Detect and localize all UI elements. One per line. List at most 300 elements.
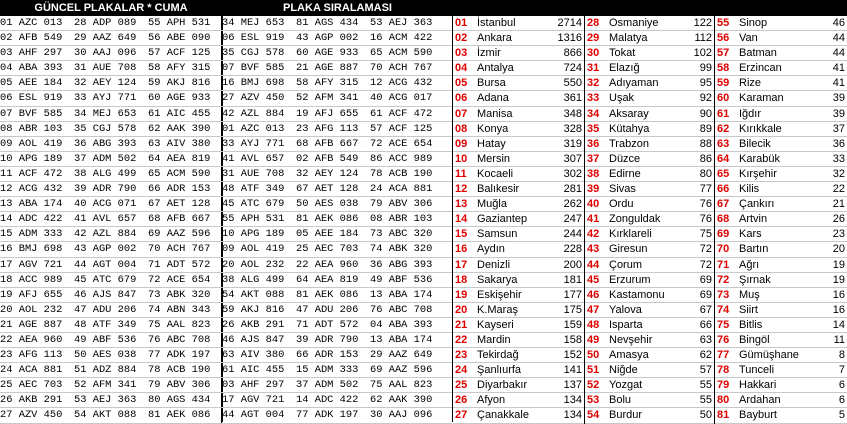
city-count: 76 <box>699 213 712 226</box>
city-name: Düzce <box>609 152 641 165</box>
city-name: Çorum <box>609 258 643 271</box>
city-count: 16 <box>832 303 845 316</box>
plate-cell: 37 ADM 502 <box>74 152 137 165</box>
plate-cell: 17 AGV 721 <box>0 258 63 271</box>
city-name: Bursa <box>477 77 506 90</box>
city-count: 7 <box>838 364 845 377</box>
city-cell <box>585 348 715 363</box>
plate-cell: 22 AEA 960 <box>0 333 63 346</box>
city-name: Bayburt <box>739 409 777 422</box>
city-row <box>453 363 847 378</box>
plate-cell: 34 MEJ 653 <box>222 17 285 29</box>
city-cell <box>585 182 715 197</box>
city-name: Şanlıurfa <box>477 364 522 377</box>
city-row <box>453 107 847 122</box>
city-row <box>453 393 847 408</box>
city-count: 32 <box>832 167 845 180</box>
city-name: Kırklareli <box>609 228 652 241</box>
city-cell <box>453 91 585 106</box>
city-name: Sivas <box>609 183 636 196</box>
city-name: Trabzon <box>609 137 649 150</box>
city-count: 307 <box>563 152 582 165</box>
city-count: 6 <box>838 394 845 407</box>
plate-cell: 08 ABR 103 <box>0 122 63 135</box>
city-cell <box>453 363 585 378</box>
plate-cell: 13 ABA 174 <box>0 198 63 211</box>
city-count: 361 <box>563 92 582 105</box>
plate-cell: 42 AZL 884 <box>222 107 285 120</box>
plate-code: 32 <box>587 77 600 90</box>
city-count: 319 <box>563 137 582 150</box>
plate-code: 02 <box>455 32 468 45</box>
plate-cell: 08 ABR 103 <box>370 213 433 226</box>
plate-cell: 39 ADR 790 <box>296 333 359 346</box>
plate-cell: 35 CGJ 578 <box>74 122 137 135</box>
city-count: 72 <box>699 258 712 271</box>
city-name: Bitlis <box>739 318 763 331</box>
plate-code: 65 <box>717 167 730 180</box>
plate-cell: 15 ADM 333 <box>0 228 63 241</box>
city-name: Ankara <box>477 32 512 45</box>
plate-code: 63 <box>717 137 730 150</box>
plate-code: 67 <box>717 198 730 211</box>
plate-cell: 42 AZL 884 <box>74 228 137 241</box>
plate-cell: 46 AJS 847 <box>222 333 285 346</box>
city-cell <box>715 16 847 31</box>
city-name: Kocaeli <box>477 167 514 180</box>
city-cell <box>453 197 585 212</box>
city-count: 16 <box>832 288 845 301</box>
plate-code: 39 <box>587 183 600 196</box>
city-cell <box>585 212 715 227</box>
plate-cell: 81 AEK 086 <box>148 408 222 423</box>
plate-code: 69 <box>717 228 730 241</box>
plate-row <box>0 182 452 197</box>
plate-cell: 12 ACG 432 <box>370 77 433 90</box>
plate-code: 13 <box>455 198 468 211</box>
city-name: Mersin <box>477 152 511 165</box>
city-name: Kırıkkale <box>739 122 782 135</box>
city-row <box>453 182 847 197</box>
city-row <box>453 408 847 423</box>
plate-cell: 70 ACH 767 <box>148 242 222 257</box>
plate-code: 35 <box>587 122 600 135</box>
city-name: Kayseri <box>477 318 514 331</box>
city-count: 75 <box>699 228 712 241</box>
city-name: Erzurum <box>609 273 651 286</box>
city-row <box>453 348 847 363</box>
city-count: 55 <box>699 379 712 392</box>
plate-cell: 33 AYJ 771 <box>222 137 285 150</box>
plate-cell: 59 AKJ 816 <box>148 76 222 91</box>
plate-cell: 74 ABK 320 <box>370 243 433 256</box>
city-count: 228 <box>563 243 582 256</box>
city-name: Şırnak <box>739 273 771 286</box>
plate-cell: 48 ATF 349 <box>222 183 285 196</box>
city-cell <box>585 288 715 303</box>
city-cell <box>453 333 585 348</box>
plate-code: 42 <box>587 228 600 241</box>
plate-cell: 24 ACA 881 <box>370 183 433 196</box>
city-name: Ordu <box>609 198 634 211</box>
city-cell <box>453 393 585 408</box>
city-cell <box>453 31 585 46</box>
plate-row <box>0 91 452 106</box>
city-cell <box>715 273 847 288</box>
plate-code: 23 <box>455 349 468 362</box>
city-cell <box>715 76 847 91</box>
city-cell <box>715 182 847 197</box>
plate-code: 70 <box>717 243 730 256</box>
city-name: Antalya <box>477 62 514 75</box>
plate-cell: 30 AAJ 096 <box>370 409 433 422</box>
city-name: Yalova <box>609 303 642 316</box>
plate-cell: 37 ADM 502 <box>296 379 359 392</box>
plate-cell: 69 AAZ 596 <box>370 364 433 377</box>
plate-cell: 26 AKB 291 <box>0 394 63 407</box>
plate-cell: 28 ADP 089 <box>74 17 137 29</box>
city-count: 89 <box>699 122 712 135</box>
plate-code: 75 <box>717 318 730 331</box>
plate-cell: 04 ABA 393 <box>370 318 433 331</box>
plate-code: 12 <box>455 183 468 196</box>
plate-cell: 36 ABG 393 <box>74 137 137 150</box>
city-name: Ağrı <box>739 258 760 271</box>
plate-cell: 81 AGS 434 <box>296 17 359 29</box>
city-cell <box>453 288 585 303</box>
city-row <box>453 16 847 31</box>
plate-code: 49 <box>587 333 600 346</box>
city-cell <box>453 212 585 227</box>
plate-row <box>0 46 452 61</box>
plate-cell: 64 AEA 819 <box>148 152 222 167</box>
plate-cell: 65 ACM 590 <box>370 47 433 60</box>
city-count: 159 <box>563 318 582 331</box>
plate-code: 40 <box>587 198 600 211</box>
plate-cell: 06 ESL 919 <box>222 32 285 45</box>
city-cell <box>585 318 715 333</box>
plate-cell: 57 ACF 125 <box>148 46 222 61</box>
city-count: 122 <box>693 17 712 29</box>
plate-cell: 66 ADR 153 <box>296 349 359 362</box>
plate-code: 09 <box>455 137 468 150</box>
plate-cell: 48 ATF 349 <box>74 318 137 331</box>
plate-code: 59 <box>717 77 730 90</box>
city-name: Elazığ <box>609 62 640 75</box>
city-cell <box>453 242 585 257</box>
plate-code: 81 <box>717 409 730 422</box>
city-cell <box>585 258 715 273</box>
plate-list-table <box>0 16 452 424</box>
plate-cell: 27 AZV 450 <box>0 409 63 422</box>
plate-code: 27 <box>455 409 468 422</box>
plate-cell: 20 AOL 232 <box>222 258 285 271</box>
city-name: Kütahya <box>609 122 650 135</box>
plate-code: 57 <box>717 47 730 60</box>
plate-code: 52 <box>587 379 600 392</box>
city-name: Çanakkale <box>477 409 529 422</box>
city-cell <box>585 122 715 137</box>
plate-cell: 25 AEC 703 <box>0 379 63 392</box>
city-name: Gümüşhane <box>739 349 799 362</box>
city-cell <box>585 227 715 242</box>
plate-cell: 81 AEK 086 <box>296 288 359 301</box>
city-cell <box>453 16 585 31</box>
plate-cell: 20 AOL 232 <box>0 303 63 316</box>
city-count: 175 <box>563 303 582 316</box>
plate-code: 15 <box>455 228 468 241</box>
plate-cell: 43 AGP 002 <box>74 243 137 256</box>
plate-code: 01 <box>455 17 468 29</box>
city-name: Muş <box>739 288 760 301</box>
plate-cell: 43 AGP 002 <box>296 32 359 45</box>
plate-row <box>0 227 452 242</box>
city-cell <box>453 408 585 423</box>
plate-code: 54 <box>587 409 600 422</box>
plate-row <box>0 273 452 288</box>
plate-code: 08 <box>455 122 468 135</box>
city-name: Adıyaman <box>609 77 659 90</box>
city-count: 181 <box>563 273 582 286</box>
plate-cell: 07 BVF 585 <box>0 107 63 120</box>
plate-cell: 61 ACF 472 <box>370 107 433 120</box>
plate-cell: 32 AEY 124 <box>74 77 137 90</box>
plate-cell: 58 AFY 315 <box>296 77 359 90</box>
plate-cell: 18 ACC 989 <box>0 273 63 286</box>
city-cell <box>715 46 847 61</box>
plate-cell: 23 AFG 113 <box>0 349 63 362</box>
plate-cell: 03 AHF 297 <box>0 47 63 60</box>
city-count: 99 <box>699 62 712 75</box>
plate-cell: 15 ADM 333 <box>296 364 359 377</box>
plate-row <box>0 76 452 91</box>
plate-code: 79 <box>717 379 730 392</box>
city-count: 247 <box>563 213 582 226</box>
plate-cell: 53 AEJ 363 <box>370 17 433 29</box>
city-name: Gaziantep <box>477 213 528 226</box>
city-row <box>453 167 847 182</box>
plate-cell: 78 ACB 190 <box>148 363 222 378</box>
plate-cell: 75 AAL 823 <box>148 318 222 333</box>
plate-cell: 63 AIV 380 <box>148 137 222 152</box>
city-cell <box>715 197 847 212</box>
plate-row <box>0 122 452 137</box>
plate-cell: 57 ACF 125 <box>370 122 433 135</box>
plate-code: 43 <box>587 243 600 256</box>
city-cell <box>585 303 715 318</box>
plate-cell: 19 AFJ 655 <box>296 107 359 120</box>
plate-code: 03 <box>455 47 468 60</box>
city-name: Ardahan <box>739 394 781 407</box>
plate-cell: 73 ABC 320 <box>370 228 433 241</box>
plate-cell: 02 AFB 549 <box>296 152 359 165</box>
city-count: 21 <box>832 198 845 211</box>
left-header: GÜNCEL PLAKALAR * CUMA <box>0 0 222 16</box>
city-count: 19 <box>832 273 845 286</box>
plate-cell: 10 APG 189 <box>222 228 285 241</box>
city-count: 22 <box>832 183 845 196</box>
plate-cell: 29 AAZ 649 <box>370 349 433 362</box>
plate-code: 50 <box>587 349 600 362</box>
plate-row <box>0 288 452 303</box>
city-name: Mardin <box>477 333 511 346</box>
plate-cell: 70 ACH 767 <box>370 62 433 75</box>
city-count: 77 <box>699 183 712 196</box>
plate-code: 37 <box>587 152 600 165</box>
city-row <box>453 61 847 76</box>
plate-cell: 47 ADU 206 <box>74 303 137 316</box>
city-name: Tokat <box>609 47 636 60</box>
plate-cell: 76 ABC 708 <box>148 333 222 348</box>
plate-cell: 68 AFB 667 <box>148 212 222 227</box>
city-name: Batman <box>739 47 777 60</box>
city-name: Diyarbakır <box>477 379 528 392</box>
city-name: Tekirdağ <box>477 349 519 362</box>
city-count: 8 <box>838 349 845 362</box>
plate-cell: 44 AGT 004 <box>74 258 137 271</box>
city-cell <box>453 61 585 76</box>
plate-code: 55 <box>717 17 730 29</box>
city-name: Adana <box>477 92 509 105</box>
plate-code: 24 <box>455 364 468 377</box>
city-cell <box>715 318 847 333</box>
city-count: 66 <box>699 318 712 331</box>
plate-cell: 41 AVL 657 <box>74 213 137 226</box>
city-cell <box>715 122 847 137</box>
city-count: 76 <box>699 198 712 211</box>
city-row <box>453 318 847 333</box>
plate-code: 78 <box>717 364 730 377</box>
plate-cell: 22 AEA 960 <box>296 258 359 271</box>
city-name: Hakkari <box>739 379 777 392</box>
plate-cell: 78 ACB 190 <box>370 167 433 180</box>
plate-cell: 79 ABV 306 <box>370 198 433 211</box>
plate-code: 48 <box>587 318 600 331</box>
plate-cell: 45 ATC 679 <box>74 273 137 286</box>
plate-cell: 16 BMJ 698 <box>0 243 63 256</box>
city-row <box>453 212 847 227</box>
city-cell <box>715 107 847 122</box>
plate-cell: 32 AEY 124 <box>296 167 359 180</box>
city-row <box>453 76 847 91</box>
city-cell <box>453 122 585 137</box>
city-cell <box>453 76 585 91</box>
plate-code: 29 <box>587 32 600 45</box>
plate-cell: 51 ADZ 884 <box>74 364 137 377</box>
city-cell <box>453 137 585 152</box>
city-row <box>453 227 847 242</box>
city-name: Denizli <box>477 258 511 271</box>
city-count: 39 <box>832 92 845 105</box>
plate-cell: 30 AAJ 096 <box>74 47 137 60</box>
city-row <box>453 378 847 393</box>
city-name: Balıkesir <box>477 183 520 196</box>
city-count: 152 <box>563 349 582 362</box>
city-name: Manisa <box>477 107 513 120</box>
plate-cell: 19 AFJ 655 <box>0 288 63 301</box>
plate-cell: 67 AET 128 <box>148 197 222 212</box>
plate-code: 28 <box>587 17 600 29</box>
city-cell <box>585 393 715 408</box>
city-row <box>453 303 847 318</box>
city-cell <box>715 288 847 303</box>
city-cell <box>715 137 847 152</box>
city-count: 39 <box>832 107 845 120</box>
city-count: 95 <box>699 77 712 90</box>
city-cell <box>585 273 715 288</box>
city-cell <box>715 363 847 378</box>
plate-cell: 13 ABA 174 <box>370 333 433 346</box>
city-name: Bingöl <box>739 333 770 346</box>
city-cell <box>585 61 715 76</box>
city-cell <box>715 258 847 273</box>
plate-cell: 46 AJS 847 <box>74 288 137 301</box>
plate-cell: 69 AAZ 596 <box>148 227 222 242</box>
city-count: 6 <box>838 379 845 392</box>
plate-code: 20 <box>455 303 468 316</box>
city-count: 2714 <box>557 17 582 29</box>
plate-code: 73 <box>717 288 730 301</box>
city-count: 141 <box>563 364 582 377</box>
plate-cell: 31 AUE 708 <box>74 62 137 75</box>
plate-cell: 68 AFB 667 <box>296 137 359 150</box>
city-count: 37 <box>832 122 845 135</box>
city-count: 23 <box>832 228 845 241</box>
plate-cell: 17 AGV 721 <box>222 394 285 407</box>
city-row <box>453 258 847 273</box>
plate-cell: 71 ADT 572 <box>296 318 359 331</box>
plate-row <box>0 137 452 152</box>
plate-code: 30 <box>587 47 600 60</box>
city-row <box>453 288 847 303</box>
city-count: 50 <box>699 409 712 422</box>
plate-code: 19 <box>455 288 468 301</box>
city-count: 158 <box>563 333 582 346</box>
city-name: Osmaniye <box>609 17 659 29</box>
city-name: Konya <box>477 122 509 135</box>
plate-code: 26 <box>455 394 468 407</box>
city-name: Aydın <box>477 243 505 256</box>
plate-code: 07 <box>455 107 468 120</box>
plate-cell: 79 ABV 306 <box>148 378 222 393</box>
city-name: K.Maraş <box>477 303 518 316</box>
city-name: Uşak <box>609 92 635 105</box>
city-name: Hatay <box>477 137 506 150</box>
plate-cell: 74 ABN 343 <box>148 303 222 318</box>
city-row <box>453 31 847 46</box>
city-name: Bolu <box>609 394 632 407</box>
plate-row <box>0 152 452 167</box>
city-name: Kilis <box>739 183 760 196</box>
city-count: 72 <box>699 243 712 256</box>
city-name: Çankırı <box>739 198 775 211</box>
plate-row <box>0 348 452 363</box>
plate-cell: 11 ACF 472 <box>0 167 63 180</box>
city-cell <box>715 167 847 182</box>
plate-row <box>0 197 452 212</box>
plate-cell: 52 AFM 341 <box>74 379 137 392</box>
plate-cell: 63 AIV 380 <box>222 349 285 362</box>
city-count: 88 <box>699 137 712 150</box>
plate-cell: 01 AZC 013 <box>0 17 63 29</box>
city-count: 11 <box>833 333 845 346</box>
plate-cell: 14 ADC 422 <box>0 213 63 226</box>
city-count: 63 <box>699 333 712 346</box>
plate-cell: 24 ACA 881 <box>0 364 63 377</box>
city-cell <box>585 16 715 31</box>
city-count: 44 <box>832 32 845 45</box>
city-count: 55 <box>699 394 712 407</box>
